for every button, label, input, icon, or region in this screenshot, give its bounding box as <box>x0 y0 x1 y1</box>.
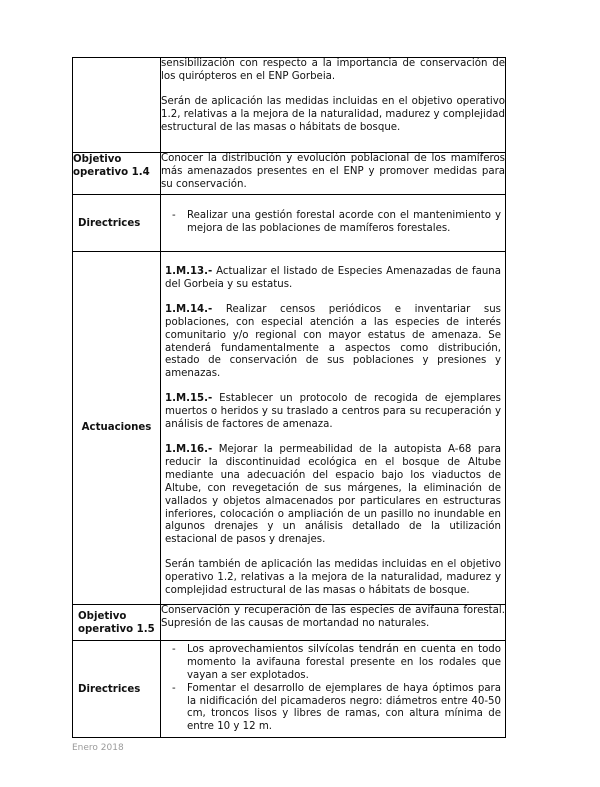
table-row <box>73 252 506 605</box>
paragraph: Conservación y recuperación de las especies de avifauna forestal. Supresión de las causas de mortandad no naturales. <box>161 604 505 629</box>
action-text: Establecer un protocolo de recogida de ejemplares muertos o heridos y su traslado a centros para su recuperación y análisis de factores de amenaza. <box>165 393 501 431</box>
row-label: Directrices <box>73 195 161 252</box>
row-label: Directrices <box>73 640 161 737</box>
list-item-text: Realizar una gestión forestal acorde con el mantenimiento y mejora de las poblaciones de mamíferos forestales. <box>187 210 501 234</box>
list-item-text: Los aprovechamientos silvícolas tendrán en cuenta en todo momento la avifauna forestal presente en los rodales que vayan a ser explotados. <box>187 643 501 681</box>
dash-bullet: - <box>172 643 176 655</box>
action-text: Realizar censos periódicos e inventariar sus poblaciones, con especial atención a las especies de interés comunitario y/o regional con mayor estatus de amenaza. Se atenderá fundamentalmente a aspectos como distribución, estado de conservación de sus poblaciones y presiones y amenazas. <box>165 303 501 380</box>
empty-label-cell <box>73 58 161 153</box>
table-row <box>73 604 506 640</box>
action-item <box>165 444 501 547</box>
action-item <box>165 304 501 381</box>
paragraph: Serán de aplicación las medidas incluidas en el objetivo operativo 1.2, relativas a la mejora de la naturalidad, madurez y complejidad estructural de las masas o hábitats de bosque. <box>161 95 505 133</box>
content-cell <box>161 58 506 153</box>
action-text: Mejorar la permeabilidad de la autopista A-68 para reducir la discontinuidad ecológica en el bosque de Altube mediante una adecuación del espacio bajo los viaductos de Altube, con revegetación de sus márgenes, la eliminación de vallados y objetos almacenados por particulares en estructuras inferiores, colocación o ampliación de un pasillo no inundable en algunos drenajes y un análisis detallado de la utilización estacional de pasos y drenajes. <box>165 443 501 546</box>
table-row <box>73 58 506 153</box>
action-code: 1.M.16.- <box>165 443 213 455</box>
action-item <box>165 393 501 432</box>
action-text: Actualizar el listado de Especies Amenazadas de fauna del Gorbeia y su estatus. <box>165 266 501 290</box>
action-code: 1.M.13.- <box>165 266 213 277</box>
paragraph: sensibilización con respecto a la importancia de conservación de los quirópteros en el ENP Gorbeia. <box>161 58 505 82</box>
dash-bullet: - <box>172 210 176 221</box>
list-item <box>165 644 501 683</box>
list-item <box>165 210 501 236</box>
bullet-list <box>165 644 501 734</box>
list-item-text: Fomentar el desarrollo de ejemplares de haya óptimos para la nidificación del picamaderos negro: diámetros entre 40-50 cm, troncos lisos y libres de ramas, con altura mínima de entre 10 y 12 m. <box>187 682 501 733</box>
table-row <box>73 195 506 252</box>
row-label: Objetivo operativo 1.4 <box>73 153 161 195</box>
row-label: Actuaciones <box>73 252 161 605</box>
dash-bullet: - <box>172 682 176 694</box>
content-cell <box>161 195 506 252</box>
action-code: 1.M.14.- <box>165 303 213 315</box>
table-row <box>73 153 506 195</box>
list-item <box>165 683 501 735</box>
content-cell <box>161 640 506 737</box>
bullet-list <box>165 210 501 236</box>
document-table <box>72 57 506 738</box>
content-cell <box>161 153 506 195</box>
table-row <box>73 640 506 737</box>
content-cell <box>161 604 506 640</box>
paragraph: Serán también de aplicación las medidas incluidas en el objetivo operativo 1.2, relativas a la mejora de la naturalidad, madurez y complejidad estructural de las masas o hábitats de bosque. <box>165 559 501 597</box>
action-item <box>165 266 501 292</box>
page-footer: Enero 2018 <box>72 743 124 753</box>
paragraph: Conocer la distribución y evolución poblacional de los mamíferos más amenazados presentes en el ENP y promover medidas para su conservación. <box>161 153 505 190</box>
content-cell <box>161 252 506 605</box>
row-label: Objetivo operativo 1.5 <box>73 604 161 640</box>
action-code: 1.M.15.- <box>165 393 213 405</box>
